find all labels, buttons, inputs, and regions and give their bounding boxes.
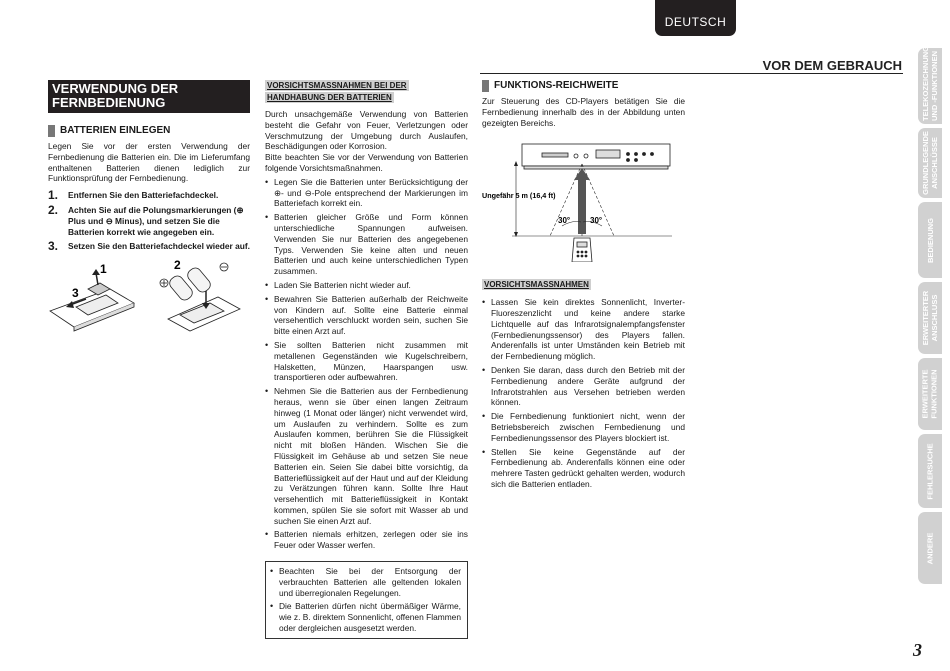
side-tab-remote[interactable] — [918, 35, 942, 124]
step-number: 3. — [48, 238, 59, 253]
heading-precautions-line1: VORSICHTSMASSNAHMEN BEI DER — [267, 81, 407, 90]
subhead-bar — [48, 125, 55, 137]
side-tab-label: BEDIENUNG — [925, 217, 935, 263]
disposal-list — [270, 566, 461, 634]
arrow-head-icon — [92, 269, 100, 275]
side-tab-other[interactable] — [918, 512, 942, 584]
language-tab: DEUTSCH — [655, 0, 736, 36]
remote-illustration — [572, 238, 592, 262]
heading-precautions-line2: HANDHABUNG DER BATTERIEN — [267, 93, 392, 102]
remote-precautions-list — [482, 297, 685, 490]
side-tab-basic-connections[interactable] — [918, 128, 942, 198]
battery-insertion-figure — [48, 259, 250, 339]
remote-batteries-illustration — [167, 265, 240, 330]
side-tab-label: ANDERE — [925, 532, 935, 564]
side-tab-label: ERWEITERTE FUNKTIONEN — [921, 369, 939, 419]
figure-label-1: 1 — [100, 261, 107, 276]
subhead-text: BATTERIEN EINLEGEN — [60, 124, 171, 136]
arrow-head-icon — [514, 161, 518, 166]
range-label: Ungefähr 5 m (16,4 ft) — [482, 191, 556, 201]
list-item: • Beachten Sie bei der Entsorgung der verbrauchten Batterien alle geltenden lokalen und überregionalen Regelungen. — [270, 566, 461, 598]
list-item: • Die Batterien dürfen nicht übermäßiger Wärme, wie z. B. direktem Sonnenlicht, offenen Flammen oder dergleichen ausgesetzt werden. — [270, 601, 461, 633]
step-2 — [48, 204, 250, 237]
step-number: 1. — [48, 188, 59, 203]
intro-paragraph: Legen Sie vor der ersten Verwendung der Fernbedienung die Batterien ein. Die im Lieferumfang enthaltenen Batterien dienen lediglich zur Funktionsprüfung der Fernbedienung. — [48, 141, 250, 184]
column-remote-usage — [48, 80, 250, 341]
step-3 — [48, 240, 250, 253]
disposal-note-box — [265, 561, 468, 639]
angle-label-right: 30° — [590, 216, 603, 226]
column-battery-precautions — [265, 80, 468, 639]
step-text: Setzen Sie den Batteriefachdeckel wieder auf. — [68, 240, 250, 251]
heading-precautions: VORSICHTSMASSNAHMEN — [484, 280, 589, 290]
list-item: • Legen Sie die Batterien unter Berücksichtigung der ⊕- und ⊖-Pole entsprechend der Markierungen im Batteriefach korrekt ein. — [265, 177, 468, 209]
precautions-list — [265, 177, 468, 551]
step-1 — [48, 189, 250, 202]
page-title: VERWENDUNG DER FERNBEDIENUNG — [48, 80, 250, 113]
subhead-range — [482, 80, 685, 92]
range-intro: Zur Steuerung des CD-Players betätigen Sie die Fernbedienung innerhalb des in der Abbildung unten gezeigten Bereichs. — [482, 96, 685, 128]
list-item: • Laden Sie Batterien nicht wieder auf. — [265, 280, 468, 291]
side-tab-advanced-connection[interactable] — [918, 282, 942, 354]
plus-sign — [161, 280, 167, 286]
range-figure — [482, 134, 692, 262]
step-text: Entfernen Sie den Batteriefachdeckel. — [68, 190, 219, 201]
side-tab-label: GRUNDLEGENDE ANSCHLÜSSE — [921, 131, 940, 195]
list-item: • Nehmen Sie die Batterien aus der Fernbedienung heraus, wenn sie über einen langen Zeitraum hinweg (1 Monat oder länger) nicht verwendet wird, um Auslaufen zu verhindern. Sollte es zum Auslaufen kommen, berühren Sie die Flüssigkeit nicht mit bloßen Händen. Wischen Sie die Flüssigkeit im Gehäuse ab und setzen Sie neue Batterien ein. Seien Sie dabei bitte vorsichtig, da Batterieflüssigkeit auf der Haut und auf der Kleidung zu Verätzungen führen kann. Sollte Ihre Haut versehentlich mit Batterieflüssigkeit in Kontakt kommen, spülen Sie sie sofort mit Wasser ab und suchen Sie einen Arzt auf. — [265, 386, 468, 526]
header-rule — [480, 73, 903, 74]
list-item: • Sie sollten Batterien nicht zusammen mit metallenen Gegenständen wie Kugelschreibern, Halsketten, Münzen, Haarspangen usw. transportieren oder aufbewahren. — [265, 340, 468, 383]
page-number: 3 — [913, 640, 922, 660]
list-item: • Lassen Sie kein direktes Sonnenlicht, Inverter-Fluoreszenzlicht und keine andere starke Lichtquelle auf das Infrarotsignalempfangsfenster (Fernbedienungssensor) des Players fallen. Anderenfalls ist unter Umständen kein Betrieb mit der Fernbedienung möglich. — [482, 297, 685, 362]
remote-back-illustration — [50, 283, 134, 331]
column-range — [482, 80, 685, 493]
signal-arrow-icon — [574, 168, 590, 234]
side-tab-operation[interactable] — [918, 202, 942, 278]
angle-label-left: 30° — [558, 216, 571, 226]
precautions-intro-2: Bitte beachten Sie vor der Verwendung von Batterien folgende Vorsichtsmaßnahmen. — [265, 152, 468, 173]
precautions-intro: Durch unsachgemäße Verwendung von Batterien besteht die Gefahr von Feuer, Verletzungen oder Verschmutzung der Umgebung durch Auslaufen, Beschädigungen oder Korrosion. — [265, 109, 468, 152]
side-tab-label: TELEKOZEICHNUNGEN UND -FUNKTIONEN — [921, 35, 939, 121]
side-tab-advanced-functions[interactable] — [918, 358, 942, 430]
list-item: • Batterien niemals erhitzen, zerlegen oder sie ins Feuer oder Wasser werfen. — [265, 529, 468, 551]
side-tab-troubleshooting[interactable] — [918, 434, 942, 508]
step-number: 2. — [48, 203, 59, 218]
list-item: • Stellen Sie keine Gegenstände auf der Fernbedienung ab. Anderenfalls können eine oder mehrere Tasten gedrückt gehalten werden, wodurch sich die Batterien entladen. — [482, 447, 685, 490]
figure-label-2: 2 — [174, 258, 181, 272]
list-item: • Bewahren Sie Batterien außerhalb der Reichweite von Kindern auf. Sollte eine Batterie einmal versehentlich verschluckt worden sein, suchen Sie bitte einen Arzt auf. — [265, 294, 468, 337]
subhead-bar — [482, 80, 489, 92]
section-header: VOR DEM GEBRAUCH — [762, 58, 902, 73]
cd-player-illustration — [522, 144, 670, 169]
list-item: • Batterien gleicher Größe und Form können unterschiedliche Spannungen aufweisen. Verwenden Sie nur Batterien des angegebenen Typs. Verwenden Sie keine alten und neuen Batterien und auch keine unterschiedlichen Typen zusammen. — [265, 212, 468, 277]
side-tab-label: ERWEITERTER ANSCHLUSS — [921, 290, 940, 346]
side-tab-label: FEHLERSUCHE — [925, 442, 935, 500]
subhead-text: FUNKTIONS-REICHWEITE — [494, 79, 619, 91]
list-item: • Die Fernbedienung funktioniert nicht, wenn der Betriebsbereich zwischen Fernbedienung und Fernbedienungssensor des Players blockiert ist. — [482, 411, 685, 443]
figure-label-3: 3 — [72, 285, 79, 300]
list-item: • Denken Sie daran, dass durch den Betrieb mit der Fernbedienung andere Geräte aufgrund der Infrarotstrahlen aus Versehen betrieben werden können. — [482, 365, 685, 408]
subhead-battery-insert — [48, 125, 250, 137]
step-text: Achten Sie auf die Polungsmarkierungen (⊕ Plus und ⊖ Minus), und setzen Sie die Batterien korrekt wie angegeben ein. — [68, 205, 244, 237]
